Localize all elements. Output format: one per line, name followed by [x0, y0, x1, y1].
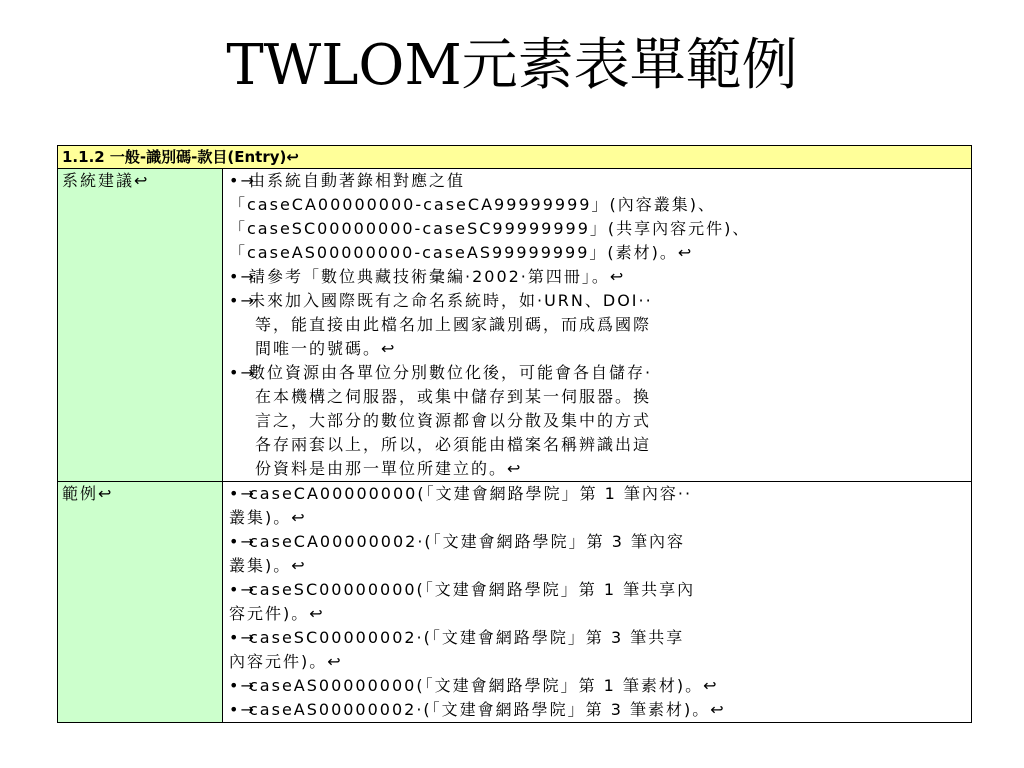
bullet-marker: •→	[229, 676, 256, 695]
list-item-text: caseAS00000002·(「文建會網路學院」第 3 筆素材)。↩	[249, 700, 726, 719]
list-item-text: 「caseCA00000000-caseCA99999999」(內容叢集)、	[229, 195, 716, 214]
list-item-text: 各存兩套以上，所以，必須能由檔案名稱辨識出這	[255, 435, 652, 454]
list-item	[229, 482, 967, 530]
list-item-text: caseAS00000000(「文建會網路學院」第 1 筆素材)。↩	[249, 676, 719, 695]
list-item-text: caseSC00000002·(「文建會網路學院」第 3 筆共享	[249, 628, 685, 647]
example-content	[223, 482, 972, 723]
list-item-text: caseCA00000002·(「文建會網路學院」第 3 筆內容	[249, 532, 686, 551]
bullet-marker: •→	[229, 700, 256, 719]
bullet-marker: •→	[229, 532, 256, 551]
list-item-text: caseCA00000000(「文建會網路學院」第 1 筆內容··	[249, 484, 693, 503]
list-item-text: 間唯一的號碼。↩	[255, 339, 397, 358]
table-header-row	[58, 146, 972, 169]
list-item-text: 「caseSC00000000-caseSC99999999」(共享內容元件)、	[229, 219, 751, 238]
list-item	[229, 578, 967, 626]
list-item-text: 「caseAS00000000-caseAS99999999」(素材)。↩	[229, 243, 694, 262]
example-row	[58, 482, 972, 723]
list-item-text: 在本機構之伺服器，或集中儲存到某一伺服器。換	[255, 387, 652, 406]
list-item-text: 叢集)。↩	[229, 556, 307, 575]
list-item-text: caseSC00000000(「文建會網路學院」第 1 筆共享內	[249, 580, 696, 599]
bullet-marker: •→	[229, 291, 256, 310]
list-item-text: 容元件)。↩	[229, 604, 325, 623]
slide-title: TWLOM元素表單範例	[226, 33, 798, 98]
list-item	[229, 674, 967, 698]
example-label: 範例↩	[58, 482, 223, 723]
bullet-marker: •→	[229, 628, 256, 647]
list-item	[229, 698, 967, 722]
entry-table	[57, 145, 972, 723]
bullet-marker: •→	[229, 580, 256, 599]
list-item	[229, 265, 967, 289]
list-item-text: 份資料是由那一單位所建立的。↩	[255, 459, 523, 478]
list-item-text: 由系統自動著錄相對應之值	[249, 171, 466, 190]
list-item-text: 等，能直接由此檔名加上國家識別碼，而成爲國際	[255, 315, 652, 334]
recommendation-content	[223, 169, 972, 482]
list-item	[229, 361, 967, 481]
recommendation-label: 系統建議↩	[58, 169, 223, 482]
bullet-marker: •→	[229, 171, 256, 190]
bullet-marker: •→	[229, 267, 256, 286]
list-item-text: 數位資源由各單位分別數位化後，可能會各自儲存·	[249, 363, 653, 382]
list-item-text: 未來加入國際既有之命名系統時，如·URN、DOI··	[249, 291, 653, 310]
recommendation-row	[58, 169, 972, 482]
list-item-text: 叢集)。↩	[229, 508, 307, 527]
bullet-marker: •→	[229, 484, 256, 503]
list-item-text: 內容元件)。↩	[229, 652, 343, 671]
list-item	[229, 626, 967, 674]
list-item	[229, 169, 967, 265]
list-item-text: 言之，大部分的數位資源都會以分散及集中的方式	[255, 411, 652, 430]
list-item-text: 請參考「數位典藏技術彙編·2002·第四冊」。↩	[249, 267, 626, 286]
bullet-marker: •→	[229, 363, 256, 382]
list-item	[229, 289, 967, 361]
list-item	[229, 530, 967, 578]
table-header: 1.1.2 一般-識別碼-款目(Entry)↩	[58, 146, 972, 169]
